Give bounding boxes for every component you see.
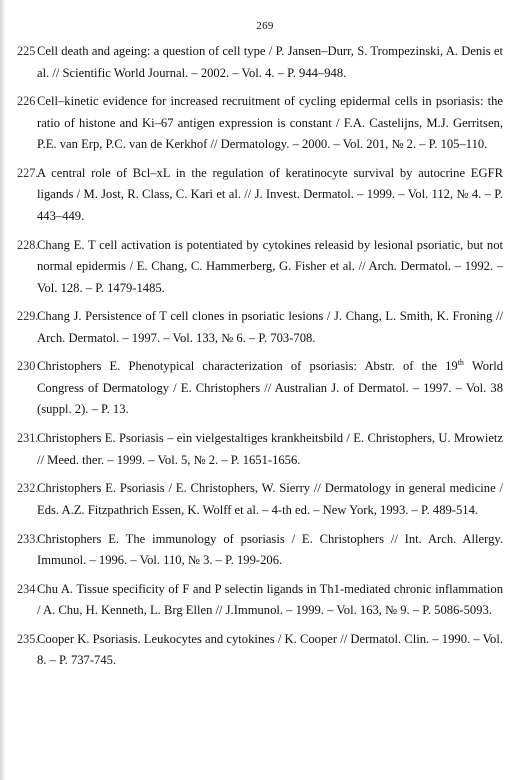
reference-text: Cooper K. Psoriasis. Leukocytes and cytokines / K. Cooper // Dermatol. Clin. – 1990. – Vol. 8. – P. 737-745.	[37, 631, 503, 668]
reference-number: 229.	[17, 309, 39, 324]
reference-number: 226	[17, 94, 36, 109]
reference-number: 235.	[17, 631, 39, 646]
reference-number: 232.	[17, 481, 39, 496]
reference-number: 227.	[17, 165, 39, 180]
reference-item	[0, 41, 530, 84]
ordinal-superscript: th	[457, 358, 464, 368]
reference-item	[0, 163, 530, 228]
reference-item	[0, 235, 530, 300]
reference-text: Christophers E. Psoriasis – ein vielgestaltiges krankheitsbild / E. Christophers, U. Mrowietz // Meed. ther. – 1999. – Vol. 5, № 2. – P. 1651-1656.	[37, 431, 503, 467]
reference-text-before: Christophers E. Phenotypical characterization of psoriasis: Abstr. of the 19	[37, 359, 458, 374]
reference-list	[0, 41, 530, 679]
reference-number: 233.	[17, 531, 39, 546]
reference-item	[0, 306, 530, 349]
reference-text: Chu A. Tissue specificity of F and P selectin ligands in Th1-mediated chronic inflammation / A. Chu, H. Kenneth, L. Brg Ellen // J.Immunol. – 1999. – Vol. 163, № 9. – P. 5086-5093.	[37, 581, 503, 618]
reference-item	[0, 629, 530, 672]
reference-text: Christophers E. The immunology of psoriasis / E. Christophers // Int. Arch. Allergy. Immunol. – 1996. – Vol. 110, № 3. – P. 199-206.	[37, 531, 503, 567]
reference-text: Cell death and ageing: a question of cell type / P. Jansen–Durr, S. Trompezinski, A. Denis et al. // Scientific World Journal. – 2002. – Vol. 4. – P. 944–948.	[37, 44, 503, 80]
reference-number: 234	[17, 581, 36, 596]
page-number: 269	[256, 20, 274, 32]
reference-number: 231.	[17, 431, 39, 446]
reference-text: Chang E. T cell activation is potentiated by cytokines releasid by lesional psoriatic, but not normal epidermis / E. Chang, C. Hammerberg, G. Fisher et al. // Arch. Dermatol. – 1992. – Vol. 128. – P. 1479-1485.	[37, 237, 503, 295]
reference-item	[0, 91, 530, 156]
reference-text: Chang J. Persistence of T cell clones in psoriatic lesions / J. Chang, L. Smith, K. Froning // Arch. Dermatol. – 1997. – Vol. 133, № 6. – P. 703-708.	[37, 309, 503, 345]
reference-number: 228.	[17, 237, 39, 252]
reference-item	[0, 478, 530, 521]
reference-item	[0, 356, 530, 421]
reference-number: 230	[17, 359, 36, 374]
reference-item	[0, 579, 530, 622]
reference-text: Cell–kinetic evidence for increased recruitment of cycling epidermal cells in psoriasis: the ratio of histone and Ki–67 antigen expression is constant / F.A. Castelijns, M.J. Gerritsen, P.E. van Erp, P.C. van de Kerkhof // Dermatology. – 2000. – Vol. 201, № 2. – P. 105–110.	[37, 94, 503, 152]
reference-number: 225	[17, 44, 36, 58]
reference-text: A central role of Bcl–xL in the regulation of keratinocyte survival by autocrine EGFR ligands / M. Jost, R. Class, C. Kari et al. // J. Invest. Dermatol. – 1999. – Vol. 112, № 4. – P. 443–449.	[37, 165, 503, 223]
reference-text: Christophers E. Psoriasis / E. Christophers, W. Sierry // Dermatology in general medicine / Eds. A.Z. Fitzpathrich Essen, K. Wolff et al. – 4-th ed. – New York, 1993. – P. 489-514.	[37, 481, 503, 517]
reference-item	[0, 529, 530, 572]
reference-item	[0, 428, 530, 471]
reference-text-after: World Congress of Dermatology / E. Christophers // Australian J. of Dermatol. – 1997. – Vol. 38 (suppl. 2). – P. 13.	[37, 359, 503, 417]
reference-text	[37, 356, 503, 421]
